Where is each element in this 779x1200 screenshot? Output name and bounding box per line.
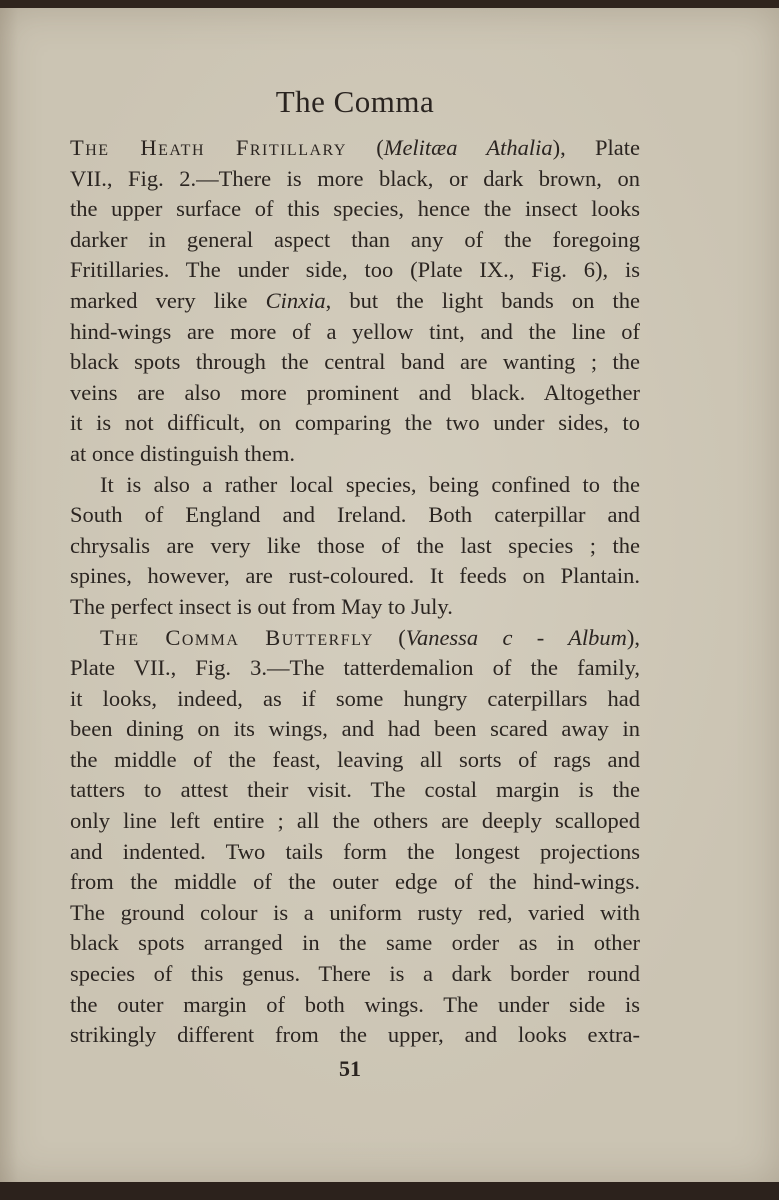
text-line — [70, 928, 640, 959]
text-line — [70, 959, 640, 990]
text-segment: chrysalis are very like those of the last species ; the — [70, 532, 640, 558]
text-segment: darker in general aspect than any of the foregoing — [70, 226, 640, 252]
text-line — [70, 898, 640, 929]
text-segment: The perfect insect is out from May to July. — [70, 593, 453, 619]
text-line — [70, 347, 640, 378]
text-line — [70, 714, 640, 745]
text-segment: the upper surface of this species, hence the insect looks — [70, 196, 640, 222]
text-line — [70, 317, 640, 348]
body-text — [70, 133, 640, 1051]
text-segment: the middle of the feast, leaving all sorts of rags and — [70, 746, 640, 772]
text-line — [70, 623, 640, 654]
book-bottom-edge — [0, 1182, 779, 1200]
text-line — [70, 561, 640, 592]
text-segment: at once distinguish them. — [70, 440, 295, 466]
text-line — [70, 133, 640, 164]
text-segment: it looks, indeed, as if some hungry caterpillars had — [70, 685, 640, 711]
text-segment: it is not difficult, on comparing the two under sides, to — [70, 410, 640, 436]
text-line — [70, 775, 640, 806]
text-segment: It is also a rather local species, being confined to the — [100, 471, 640, 497]
paragraph — [70, 133, 640, 470]
text-line — [70, 439, 640, 470]
text-segment: The ground colour is a uniform rusty red, varied with — [70, 899, 640, 925]
text-segment: species of this genus. There is a dark border round — [70, 961, 640, 987]
text-segment: veins are also more prominent and black. Altogether — [70, 379, 640, 405]
text-line — [70, 164, 640, 195]
text-segment: from the middle of the outer edge of the hind-wings. — [70, 869, 640, 895]
text-line — [70, 225, 640, 256]
text-segment: tatters to attest their visit. The costal margin is the — [70, 777, 640, 803]
text-segment: and indented. Two tails form the longest projections — [70, 838, 640, 864]
species-heading: The Comma Butterfly — [100, 624, 374, 650]
text-segment: , but the light bands on the — [325, 287, 640, 313]
text-line — [70, 255, 640, 286]
text-line — [70, 806, 640, 837]
text-line — [70, 531, 640, 562]
text-line — [70, 500, 640, 531]
text-segment: VII., Fig. 2.—There is more black, or dark brown, on — [70, 165, 640, 191]
text-segment: ( — [373, 624, 406, 650]
latin-name: Vanessa c - Album — [405, 624, 627, 650]
text-line — [70, 837, 640, 868]
text-segment: South of England and Ireland. Both caterpillar and — [70, 502, 640, 528]
text-line — [70, 653, 640, 684]
text-line — [70, 684, 640, 715]
text-segment: ( — [346, 135, 384, 160]
book-page — [0, 8, 779, 1184]
text-segment: ), — [626, 624, 640, 650]
text-segment: been dining on its wings, and had been scared away in — [70, 716, 640, 742]
paragraph — [70, 623, 640, 1051]
latin-name: Cinxia — [265, 287, 326, 313]
text-line — [70, 592, 640, 623]
text-segment: black spots arranged in the same order as in other — [70, 930, 640, 956]
text-segment: spines, however, are rust-coloured. It feeds on Plantain. — [70, 563, 640, 589]
text-line — [70, 194, 640, 225]
text-segment: hind-wings are more of a yellow tint, and the line of — [70, 318, 640, 344]
page-number: 51 — [339, 1056, 361, 1081]
text-line — [70, 990, 640, 1021]
text-segment: marked very like — [70, 287, 266, 313]
text-line — [70, 470, 640, 501]
text-line — [70, 378, 640, 409]
text-segment: the outer margin of both wings. The under side is — [70, 991, 640, 1017]
latin-name: Melitæa Athalia — [383, 135, 553, 160]
text-line — [70, 867, 640, 898]
text-segment: Fritillaries. The under side, too (Plate IX., Fig. 6), is — [70, 257, 640, 283]
text-segment: Plate VII., Fig. 3.—The tatterdemalion of the family, — [70, 655, 640, 681]
text-segment: black spots through the central band are wanting ; the — [70, 349, 640, 375]
paragraph — [70, 470, 640, 623]
text-line — [70, 408, 640, 439]
running-head: The Comma — [275, 84, 435, 119]
text-segment: only line left entire ; all the others are deeply scalloped — [70, 808, 640, 834]
text-line — [70, 1020, 640, 1051]
species-heading: The Heath Fritillary — [70, 135, 347, 160]
text-segment: strikingly different from the upper, and looks extra- — [70, 1022, 640, 1048]
text-line — [70, 286, 640, 317]
text-line — [70, 745, 640, 776]
text-segment: ), Plate — [552, 135, 641, 160]
